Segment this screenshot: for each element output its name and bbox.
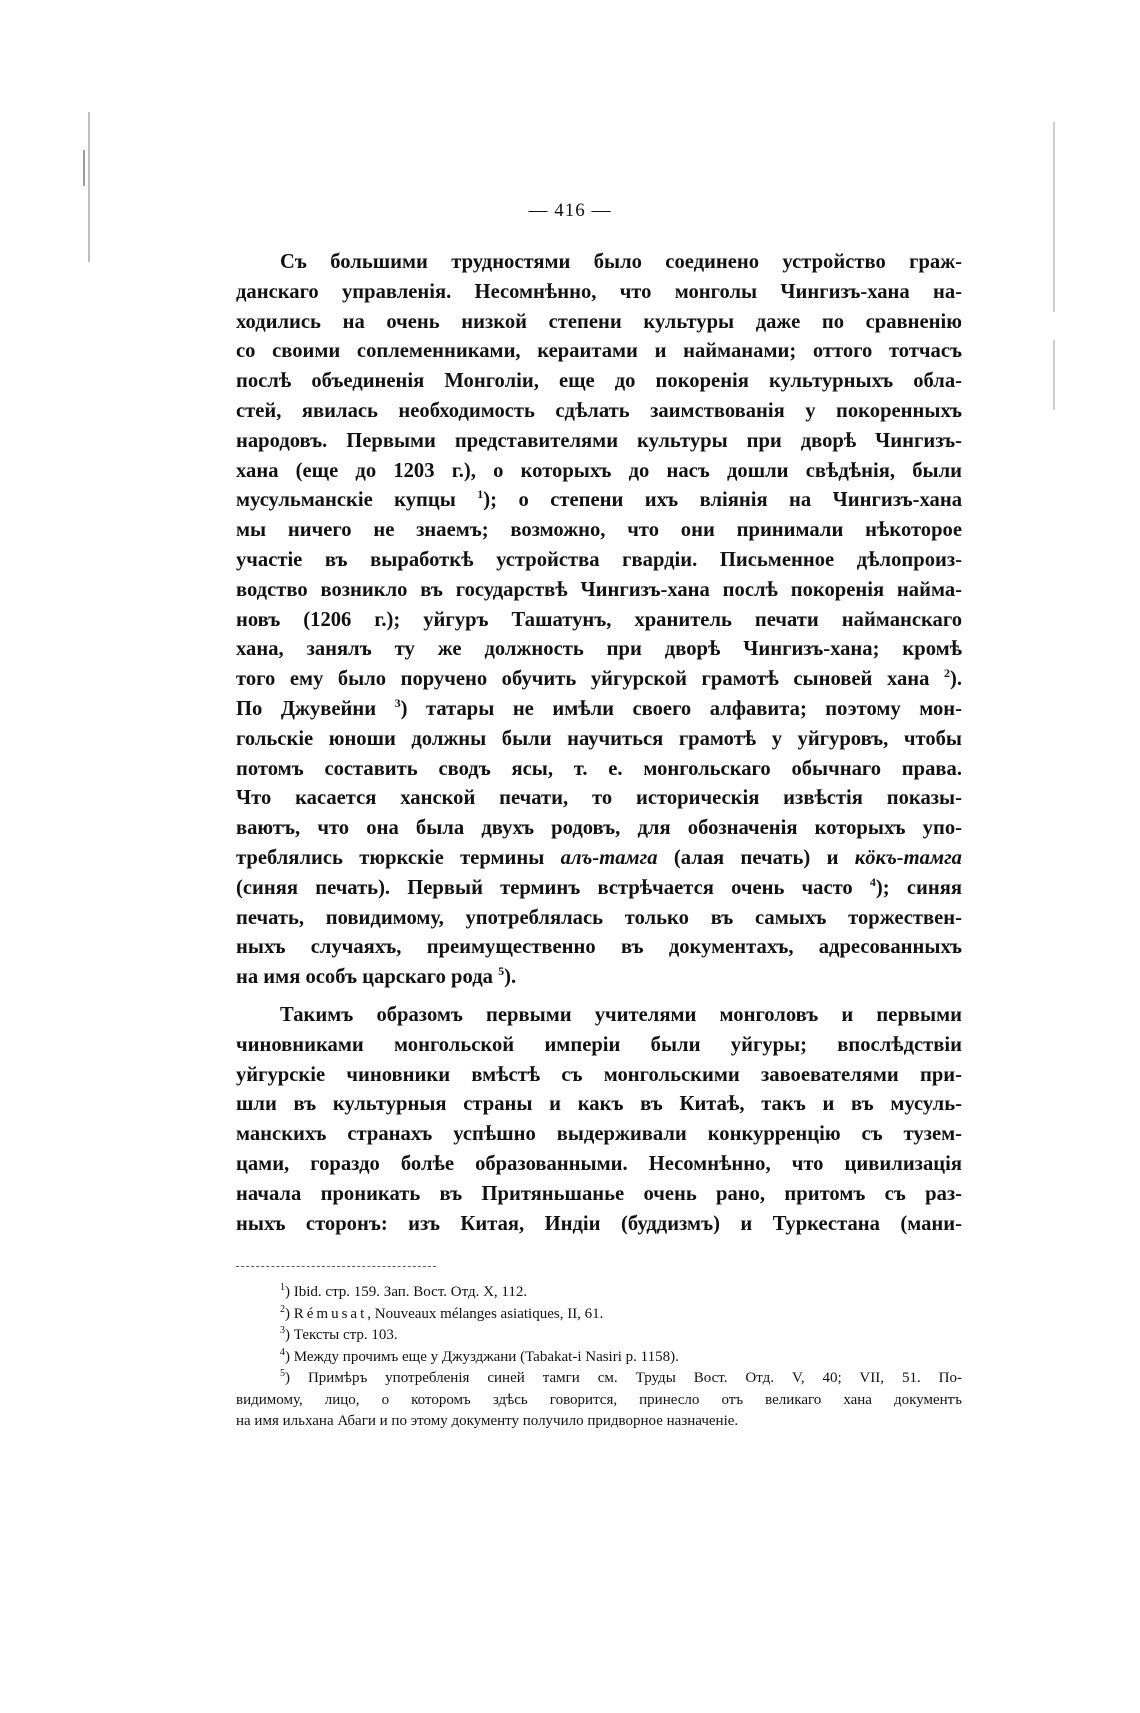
footnote-mark: 2: [280, 1303, 285, 1315]
text-line: стей, явилась необходимость сдѣлать заимствованія у покоренныхъ: [236, 399, 962, 422]
text-fragment: того ему было поручено обучить уйгурской грамотѣ сыновей хана: [236, 668, 930, 691]
text-line: гольскіе юноши должны были научиться грамотѣ у уйгуровъ, чтобы: [236, 727, 962, 750]
text-line: со своими соплеменниками, кераитами и найманами; оттого тотчасъ: [236, 340, 962, 363]
text-line: хана, занялъ ту же должность при дворѣ Чингизъ-хана; кромѣ: [236, 638, 962, 661]
footnote-3: [236, 1325, 962, 1347]
text-fragment: треблялись тюркскіе термины: [236, 846, 545, 869]
text-line: [236, 844, 962, 874]
footnote-5-continued: на имя ильхана Абаги и по этому документу получило придворное назначеніе.: [236, 1413, 739, 1429]
text-line: Такимъ образомъ первыми учителями монголовъ и первыми: [280, 1003, 962, 1026]
footnote-text: ) Примѣръ употребленія синей тамги см. Труды Вост. Отд. V, 40; VII, 51. По-: [285, 1370, 962, 1386]
footnote-5-continued: видимому, лицо, о которомъ здѣсь говорится, принесло отъ великаго хана документъ: [236, 1391, 962, 1408]
text-line: хана (еще до 1203 г.), о которыхъ до насъ дошли свѣдѣнія, были: [236, 459, 962, 482]
footnote-mark: 3: [280, 1325, 285, 1336]
paragraph-1: [236, 248, 962, 993]
text-line: народовъ. Первыми представителями культуры при дворѣ Чингизъ-: [236, 429, 962, 452]
text-line: [236, 665, 962, 695]
text-line: участіе въ выработкѣ устройства гвардіи. Письменное дѣлопроиз-: [236, 548, 962, 571]
footnote-text: ) Тексты стр. 103.: [285, 1327, 398, 1343]
text-line: [236, 486, 962, 516]
page-number: — 416 —: [528, 200, 612, 221]
paragraph-gap: [236, 993, 962, 1001]
main-text: [236, 248, 962, 1239]
text-line: шли въ культурныя страны и какъ въ Китаѣ, такъ и въ мусуль-: [236, 1093, 962, 1116]
footnote-text: , Nouveaux mélanges asiatiques, II, 61.: [367, 1305, 604, 1322]
text-fragment: ); о степени ихъ вліянія на Чингизъ-хана: [483, 489, 962, 512]
footnote-separator: [236, 1266, 436, 1267]
text-line: цами, гораздо болѣе образованными. Несомнѣнно, что цивилизація: [236, 1152, 962, 1175]
paragraph-2: [236, 1001, 962, 1239]
text-fragment: ).: [504, 966, 517, 989]
text-line: новъ (1206 г.); уйгуръ Ташатунъ, хранитель печати найманскаго: [236, 608, 962, 631]
footnote-5: [236, 1368, 962, 1390]
footnote-ref: 5: [498, 964, 505, 979]
footnote-ref: 1: [477, 487, 484, 502]
text-line: начала проникать въ Притяньшанье очень рано, притомъ съ раз-: [236, 1182, 962, 1205]
scan-edge-right-lower: [1053, 340, 1055, 410]
footnote-mark: 5: [280, 1368, 285, 1379]
text-line: послѣ объединенія Монголіи, еще до покоренія культурныхъ обла-: [236, 370, 962, 393]
footnote-4: [236, 1347, 962, 1369]
text-line: потомъ составить сводъ ясы, т. е. монгольскаго обычнаго права.: [236, 757, 962, 780]
text-fragment: ).: [949, 668, 962, 691]
text-fragment: ) татары не имѣли своего алфавита; поэтому мон-: [400, 697, 962, 720]
text-line: данскаго управленія. Несомнѣнно, что монголы Чингизъ-хана на-: [236, 280, 962, 303]
footnote-mark: 4: [280, 1346, 285, 1358]
text-line: ваютъ, что она была двухъ родовъ, для обозначенія которыхъ упо-: [236, 817, 962, 840]
footnote-1: [236, 1282, 962, 1304]
footnote-2: $^2$) Rémusat, Nouveaux mélanges asiatiques, II, 61.: [280, 1303, 604, 1322]
text-line: [236, 695, 962, 725]
text-line: манскихъ странахъ успѣшно выдерживали конкурренцію съ тузем-: [236, 1123, 962, 1146]
term-al-tamga: алъ-тамга: [560, 846, 658, 869]
footnote-ref: 4: [869, 874, 876, 889]
text-fragment: мусульманскіе купцы: [236, 489, 456, 512]
text-fragment: на имя особъ царскаго рода: [236, 966, 493, 989]
footnote-mark: 1: [280, 1282, 285, 1293]
footnote-ref: 2: [943, 666, 950, 681]
footnote-ref: 3: [394, 696, 401, 711]
text-fragment: (синяя печать). Первый терминъ встрѣчается очень часто: [236, 876, 853, 899]
footnote-text: ) Ibid. стр. 159. Зап. Вост. Отд. X, 112.: [285, 1284, 528, 1300]
text-fragment: (алая печать) и: [673, 846, 839, 869]
scan-edge-left-dark: [83, 150, 85, 186]
text-line: [236, 874, 962, 904]
text-line: ходились на очень низкой степени культуры даже по сравненію: [236, 310, 962, 333]
footnotes: [236, 1282, 962, 1433]
text-line: ныхъ сторонъ: изъ Китая, Индіи (буддизмъ) и Туркестана (мани-: [236, 1212, 962, 1235]
footnote-author: Rémusat: [293, 1305, 368, 1322]
footnote-text: ) Между прочимъ еще у Джузджани (Tabakat-i Nasiri p. 1158).: [285, 1348, 679, 1365]
term-kok-tamga: кӧкъ-тамга: [854, 846, 962, 869]
text-line: печать, повидимому, употреблялась только въ самыхъ торжествен-: [236, 906, 962, 929]
text-line: чиновниками монгольской имперіи были уйгуры; впослѣдствіи: [236, 1033, 962, 1056]
text-line: мы ничего не знаемъ; возможно, что они принимали нѣкоторое: [236, 519, 962, 542]
text-line: Съ большими трудностями было соединено устройство граж-: [280, 251, 962, 273]
text-fragment: ); синяя: [875, 876, 962, 899]
text-line: Что касается ханской печати, то историческія извѣстія показы-: [236, 787, 962, 810]
text-line: [236, 963, 962, 993]
text-line: уйгурскіе чиновники вмѣстѣ съ монгольскими завоевателями при-: [236, 1063, 962, 1086]
text-line: ныхъ случаяхъ, преимущественно въ документахъ, адресованныхъ: [236, 936, 962, 959]
text-fragment: По Джувейни: [236, 697, 377, 720]
text-line: водство возникло въ государствѣ Чингизъ-хана послѣ покоренія найма-: [236, 578, 962, 601]
scan-edge-left: [88, 112, 90, 262]
